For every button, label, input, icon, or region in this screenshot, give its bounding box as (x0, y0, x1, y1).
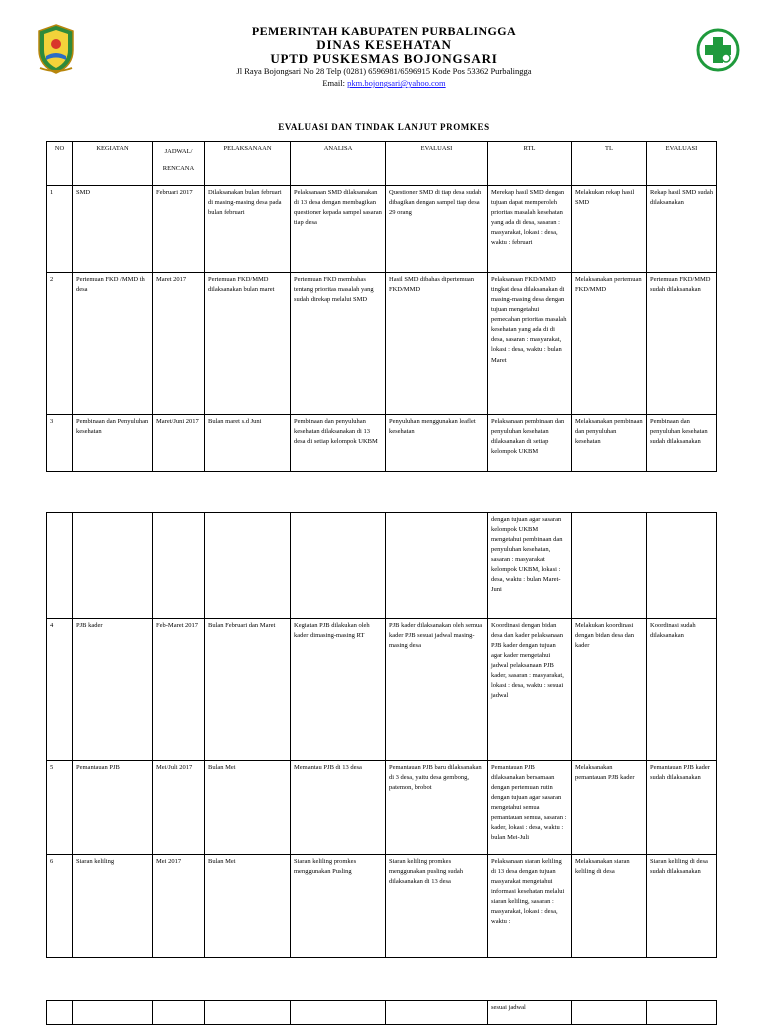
health-cross-logo-icon (696, 28, 740, 72)
email-link[interactable]: pkm.bojongsari@yahoo.com (347, 78, 446, 88)
cell-no (47, 513, 73, 619)
cell-pelaksanaan: Pertemuan FKD/MMD dilaksanakan bulan maret (205, 273, 291, 415)
cell-rtl: Pelaksanaan siaran keliling di 13 desa dengan tujuan masyarakat mengetahui informasi kesehatan melalui siaran keliling, sasaran : masyarakat, lokasi : desa, waktu : (488, 855, 572, 958)
cell-evaluasi: Hasil SMD dibahas dipertemuan FKD/MMD (386, 273, 488, 415)
cell-pelaksanaan: Dilaksanakan bulan februari di masing-masing desa pada bulan februari (205, 186, 291, 273)
table-row (47, 415, 717, 472)
cell-rtl: Merekap hasil SMD dengan tujuan dapat memperoleh prioritas masalah kesehatan yang ada di desa, sasaran : masyarakat, lokasi : desa, waktu : februari (488, 186, 572, 273)
cell-rtl: Koordinasi dengan bidan desa dan kader pelaksanaan PJB kader dengan tujuan agar kader mengetahui jadwal pelaksanaan PJB kader, sasaran : masyarakat, lokasi : desa, waktu : sesuai jadwal (488, 619, 572, 761)
cell-analisa: Memantau PJB di 13 desa (291, 761, 386, 855)
cell-pelaksanaan (205, 513, 291, 619)
cell-rtl: sesuai jadwal (488, 1001, 572, 1025)
cell-tl: Melakukan koordinasi dengan bidan desa dan kader (572, 619, 647, 761)
cell-tl: Melaksanakan pembinaan dan penyuluhan kesehatan (572, 415, 647, 472)
cell-analisa: Pertemuan FKD membahas tentang prioritas masalah yang sudah direkap melalui SMD (291, 273, 386, 415)
header-evaluasi: EVALUASI (386, 142, 488, 186)
cell-evaluasi-2: Pembinaan dan penyuluhan kesehatan sudah dilaksanakan (647, 415, 717, 472)
cell-kegiatan (73, 1001, 153, 1025)
header-pelaksanaan: PELAKSANAAN (205, 142, 291, 186)
evaluation-table-page-3 (46, 1000, 717, 1025)
document-title: EVALUASI DAN TINDAK LANJUT PROMKES (278, 122, 490, 132)
cell-analisa: Kegiatan PJB dilakukan oleh kader dimasing-masing RT (291, 619, 386, 761)
header-analisa: ANALISA (291, 142, 386, 186)
cell-rtl: Pemantauan PJB dilaksanakan bersamaan dengan pertemuan rutin dengan tujuan agar sasaran mengetahui semua pemantauan semua, sasaran : kader, lokasi : desa, waktu : bulan Mei-Juli (488, 761, 572, 855)
cell-jadwal: Februari 2017 (153, 186, 205, 273)
cell-analisa (291, 1001, 386, 1025)
evaluation-table-page-2 (46, 512, 717, 958)
cell-kegiatan: Pembinaan dan Penyuluhan kesehatan (73, 415, 153, 472)
address-line: Jl Raya Bojongsari No 28 Telp (0281) 6596981/6596915 Kode Pos 53362 Purbalingga (236, 66, 532, 76)
cell-no: 2 (47, 273, 73, 415)
header-jadwal: JADWAL/ RENCANA (153, 142, 205, 186)
cell-no: 3 (47, 415, 73, 472)
cell-no (47, 1001, 73, 1025)
cell-no: 6 (47, 855, 73, 958)
cell-kegiatan: SMD (73, 186, 153, 273)
cell-kegiatan: PJB kader (73, 619, 153, 761)
cell-analisa: Siaran keliling promkes menggunakan Pusling (291, 855, 386, 958)
header-tl: TL (572, 142, 647, 186)
evaluation-table-page-1 (46, 141, 717, 472)
department-name: DINAS KESEHATAN (316, 37, 452, 52)
cell-evaluasi: Siaran keliling promkes menggunakan pusling sudah dilaksanakan di 13 desa (386, 855, 488, 958)
cell-no: 1 (47, 186, 73, 273)
cell-no: 5 (47, 761, 73, 855)
cell-analisa (291, 513, 386, 619)
cell-pelaksanaan (205, 1001, 291, 1025)
cell-jadwal: Mei/Juli 2017 (153, 761, 205, 855)
cell-jadwal: Maret 2017 (153, 273, 205, 415)
header-evaluasi-2: EVALUASI (647, 142, 717, 186)
table-row (47, 1001, 717, 1025)
cell-pelaksanaan: Bulan maret s.d Juni (205, 415, 291, 472)
cell-tl (572, 513, 647, 619)
cell-evaluasi (386, 1001, 488, 1025)
cell-jadwal (153, 513, 205, 619)
cell-tl: Melaksanakan pertemuan FKD/MMD (572, 273, 647, 415)
cell-tl: Melaksanakan pemantauan PJB kader (572, 761, 647, 855)
cell-rtl: Pelaksanaan FKD/MMD tingkat desa dilaksanakan di masing-masing desa dengan tujuan mengetahui pemecahan prioritas masalah kesehatan yang ada di di desa, sasaran : masyarakat, lokasi : desa, waktu : bulan Maret (488, 273, 572, 415)
cell-evaluasi: PJB kader dilaksanakan oleh semua kader PJB sesuai jadwal masing-masing desa (386, 619, 488, 761)
cell-jadwal: Feb-Maret 2017 (153, 619, 205, 761)
letterhead (0, 0, 768, 100)
email-line (0, 78, 768, 88)
cell-jadwal: Maret/Juni 2017 (153, 415, 205, 472)
cell-tl: Melakukan rekap hasil SMD (572, 186, 647, 273)
cell-evaluasi-2 (647, 1001, 717, 1025)
cell-pelaksanaan: Bulan Februari dan Maret (205, 619, 291, 761)
cell-tl (572, 1001, 647, 1025)
cell-analisa: Pelaksanaan SMD dilaksanakan di 13 desa dengan membagikan questioner kepada sampel sasaran tiap desa (291, 186, 386, 273)
table-row (47, 273, 717, 415)
cell-jadwal: Mei 2017 (153, 855, 205, 958)
government-name: PEMERINTAH KABUPATEN PURBALINGGA (251, 24, 517, 38)
cell-evaluasi-2: Pertemuan FKD/MMD sudah dilaksanakan (647, 273, 717, 415)
cell-evaluasi: Pemantauan PJB baru dilaksanakan di 3 desa, yaitu desa gembong, patemon, brobot (386, 761, 488, 855)
header-no: NO (47, 142, 73, 186)
header-rtl: RTL (488, 142, 572, 186)
header-kegiatan: KEGIATAN (73, 142, 153, 186)
table-row (47, 761, 717, 855)
table-header-row (47, 142, 717, 186)
cell-rtl: dengan tujuan agar sasaran kelompok UKBM mengetahui pembinaan dan penyuluhan kesehatan, sasaran : masyarakat kelompok UKBM, lokasi : desa, waktu : bulan Maret-Juni (488, 513, 572, 619)
table-row (47, 619, 717, 761)
cell-rtl: Pelaksanaan pembinaan dan penyuluhan kesehatan dilaksanakan di setiap kelompok UKBM (488, 415, 572, 472)
cell-evaluasi-2: Pemantauan PJB kader sudah dilaksanakan (647, 761, 717, 855)
cell-kegiatan: Siaran keliling (73, 855, 153, 958)
cell-pelaksanaan: Bulan Mei (205, 855, 291, 958)
cell-pelaksanaan: Bulan Mei (205, 761, 291, 855)
table-row (47, 513, 717, 619)
cell-jadwal (153, 1001, 205, 1025)
table-row (47, 855, 717, 958)
health-center-name: UPTD PUSKESMAS BOJONGSARI (270, 51, 498, 66)
cell-evaluasi-2: Koordinasi sudah dilaksanakan (647, 619, 717, 761)
cell-evaluasi-2 (647, 513, 717, 619)
cell-tl: Melaksanakan siaran keliling di desa (572, 855, 647, 958)
cell-evaluasi: Questioner SMD di tiap desa sudah dibagikan dengan sampel tiap desa 29 orang (386, 186, 488, 273)
cell-kegiatan: Pertemuan FKD /MMD th desa (73, 273, 153, 415)
cell-evaluasi-2: Siaran keliling di desa sudah dilaksanakan (647, 855, 717, 958)
cell-kegiatan: Pemantauan PJB (73, 761, 153, 855)
cell-evaluasi: Penyuluhan menggunakan leaflet kesehatan (386, 415, 488, 472)
cell-analisa: Pembinaan dan penyuluhan kesehatan dilaksanakan di 13 desa di setiap kelompok UKBM (291, 415, 386, 472)
cell-no: 4 (47, 619, 73, 761)
email-label: Email: (322, 78, 348, 88)
table-row (47, 186, 717, 273)
cell-kegiatan (73, 513, 153, 619)
cell-evaluasi-2: Rekap hasil SMD sudah dilaksanakan (647, 186, 717, 273)
cell-evaluasi (386, 513, 488, 619)
